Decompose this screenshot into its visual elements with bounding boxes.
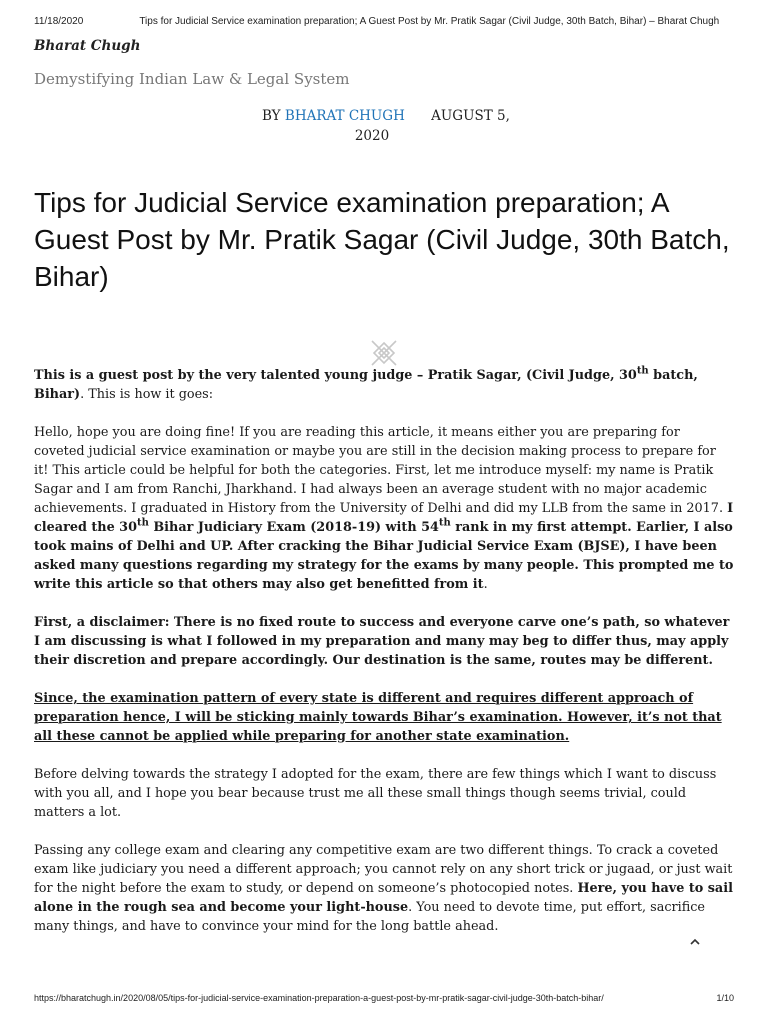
p5-text: Passing any college exam and clearing any competitive exam are two different things. To crack a coveted exam like judiciary you need a different approach; you cannot rely on any short trick or jugaad, or just wait for the night before the exam to study, or depend on someone’s photocopied notes.	[34, 843, 733, 896]
p1-text: Hello, hope you are doing fine! If you are reading this article, it means either you are preparing for coveted judicial service examination or maybe you are still in the decision making process to prepare for it! This article could be helpful for both the categories. First, let me introduce myself: my name is Pratik Sagar and I am from Ranchi, Jharkhand. I had always been an average student with no major academic achievements. I graduated in History from the University of Delhi and did my LLB from the same in 2017.	[34, 425, 728, 516]
print-header	[34, 16, 734, 27]
site-title[interactable]: Bharat Chugh	[34, 38, 141, 54]
paragraph-2	[34, 613, 734, 670]
p1-bold-2: Bihar Judiciary Exam (2018-19) with 54	[148, 520, 439, 535]
print-url: https://bharatchugh.in/2020/08/05/tips-for-judicial-service-examination-preparation-a-guest-post-by-mr-pratik-sagar-civil-judge-30th-batch-bihar/	[34, 993, 604, 1003]
paragraph-4: Before delving towards the strategy I adopted for the exam, there are few things which I want to discuss with you all, and I hope you bear because trust me all these small things though seems trivial, could matters a lot.	[34, 767, 717, 820]
broken-image-icon	[368, 337, 400, 369]
intro-bold-a: This is a guest post by the very talented young judge – Pratik Sagar	[34, 368, 518, 383]
intro-bold-c: batch, Bihar)	[34, 368, 698, 402]
intro-sup: th	[636, 365, 649, 377]
post-content	[34, 366, 734, 955]
p1-tail: .	[483, 577, 488, 592]
post-title: Tips for Judicial Service examination preparation; A Guest Post by Mr. Pratik Sagar (Civil Judge, 30th Batch, Bihar)	[34, 187, 730, 292]
p1-bold-3: rank in my first attempt. Earlier, I also took mains of Delhi and UP. After cracking the Bihar Judicial Service Exam (BJSE), I have been asked many questions regarding my strategy for the exams by many people. This prompted me to write this article so that others may also get benefitted from it	[34, 520, 734, 592]
site-tagline: Demystifying Indian Law & Legal System	[34, 70, 350, 88]
p5-bold: Here, you have to sail alone in the rough sea and become your light-house	[34, 881, 733, 915]
p1-sup-2: th	[438, 517, 451, 529]
p1-bold-1: I cleared the 30	[34, 501, 734, 535]
paragraph-5	[34, 841, 734, 936]
p1-sup-1: th	[137, 517, 149, 529]
post-byline	[262, 106, 522, 146]
p3-underlined: Since, the examination pattern of every state is different and requires different approach of preparation hence, I will be sticking mainly towards Bihar’s examination. However, it’s not that all these cannot be applied while preparing for another state examination.	[34, 691, 722, 744]
post-date-year: 2020	[354, 128, 390, 144]
intro-paragraph	[34, 366, 734, 404]
p5-tail: . You need to devote time, put effort, sacrifice many things, and have to convince your mind for the long battle ahead.	[34, 900, 705, 934]
intro-tail: . This is how it goes:	[80, 387, 214, 402]
paragraph-1	[34, 423, 734, 594]
print-date: 11/18/2020	[34, 16, 84, 27]
intro-bold-b: , (Civil Judge, 30	[517, 368, 637, 383]
post-date: AUGUST 5,	[431, 108, 510, 124]
byline-by: BY	[262, 108, 281, 124]
author-link[interactable]: BHARAT CHUGH	[284, 108, 405, 124]
print-footer	[34, 993, 734, 1003]
paragraph-3	[34, 689, 734, 746]
print-doc-title: Tips for Judicial Service examination preparation; A Guest Post by Mr. Pratik Sagar (Civil Judge, 30th Batch, Bihar) – Bharat Chugh	[139, 16, 720, 27]
p2-bold: disclaimer: There is no fixed route to success and everyone carve one’s path, so whatever I am discussing is what I followed in my preparation and many may beg to differ thus, may apply their discretion and prepare accordingly. Our destination is the same, routes may be different.	[34, 615, 730, 668]
print-page-number: 1/10	[716, 993, 734, 1003]
p2-plain: First, a	[34, 615, 90, 630]
chevron-up-icon[interactable]	[685, 934, 705, 950]
